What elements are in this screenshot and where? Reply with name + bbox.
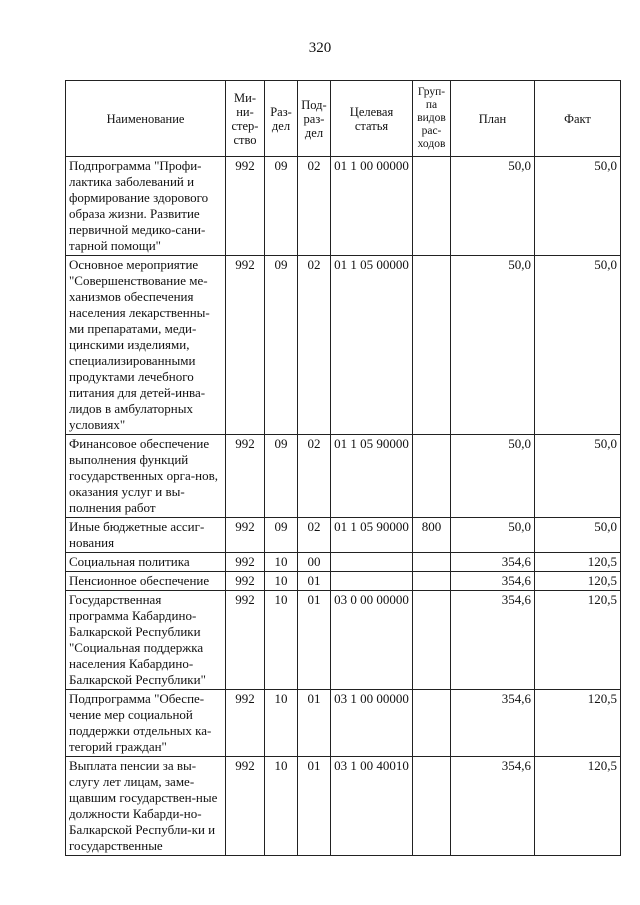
row-plan: 354,6	[451, 757, 535, 856]
row-section: 09	[265, 157, 298, 256]
row-name: Финансовое обеспечение выполнения функций государственных орга-нов, оказания услуг и вы-полнения работ	[66, 435, 226, 518]
row-plan: 354,6	[451, 591, 535, 690]
table-row	[66, 757, 621, 856]
row-name: Выплата пенсии за вы-слугу лет лицам, заме-щавшим государствен-ные должности Кабарди-но-Балкарской Республи-ки и государственные	[66, 757, 226, 856]
row-name: Подпрограмма "Профи-лактика заболеваний и формирование здорового образа жизни. Развитие первичной медико-сани-тарной помощи"	[66, 157, 226, 256]
row-plan: 354,6	[451, 690, 535, 757]
row-ministry: 992	[226, 518, 265, 553]
row-group	[413, 591, 451, 690]
row-group	[413, 157, 451, 256]
row-name: Социальная политика	[66, 553, 226, 572]
row-group: 800	[413, 518, 451, 553]
header-group: Груп- па видов рас- ходов	[413, 81, 451, 157]
table-header-row	[66, 81, 621, 157]
page-number: 320	[308, 40, 332, 56]
header-plan: План	[451, 81, 535, 157]
row-section: 09	[265, 435, 298, 518]
row-fact: 120,5	[535, 591, 621, 690]
row-ministry: 992	[226, 553, 265, 572]
budget-table	[65, 80, 621, 856]
row-ministry: 992	[226, 591, 265, 690]
row-name: Подпрограмма "Обеспе-чение мер социальной поддержки отдельных ка-тегорий граждан"	[66, 690, 226, 757]
header-ministry: Ми- ни- стер- ство	[226, 81, 265, 157]
row-target: 01 1 05 90000	[331, 518, 413, 553]
header-fact: Факт	[535, 81, 621, 157]
row-target: 01 1 05 00000	[331, 256, 413, 435]
row-plan: 50,0	[451, 518, 535, 553]
row-subsection: 02	[298, 435, 331, 518]
row-target: 03 0 00 00000	[331, 591, 413, 690]
row-group	[413, 553, 451, 572]
header-target: Целевая статья	[331, 81, 413, 157]
row-group	[413, 757, 451, 856]
row-subsection: 01	[298, 690, 331, 757]
table-row	[66, 435, 621, 518]
header-section: Раз- дел	[265, 81, 298, 157]
row-subsection: 00	[298, 553, 331, 572]
row-section: 09	[265, 256, 298, 435]
table-row	[66, 157, 621, 256]
table-row	[66, 690, 621, 757]
row-target: 03 1 00 40010	[331, 757, 413, 856]
header-subsection: Под- раз- дел	[298, 81, 331, 157]
row-subsection: 01	[298, 572, 331, 591]
row-target	[331, 572, 413, 591]
row-fact: 120,5	[535, 553, 621, 572]
row-ministry: 992	[226, 572, 265, 591]
row-name: Основное мероприятие "Совершенствование ме-ханизмов обеспечения населения лекарственны-ми препаратами, меди-цинскими изделиями, специализированными продуктами лечебного питания для детей-инва-лидов в амбулаторных условиях"	[66, 256, 226, 435]
row-fact: 50,0	[535, 518, 621, 553]
row-section: 10	[265, 553, 298, 572]
table-row	[66, 256, 621, 435]
row-fact: 120,5	[535, 690, 621, 757]
row-subsection: 02	[298, 157, 331, 256]
row-subsection: 02	[298, 256, 331, 435]
row-group	[413, 572, 451, 591]
row-target	[331, 553, 413, 572]
header-name: Наименование	[66, 81, 226, 157]
row-section: 10	[265, 591, 298, 690]
row-name: Пенсионное обеспечение	[66, 572, 226, 591]
table-row	[66, 553, 621, 572]
table-row	[66, 591, 621, 690]
row-target: 01 1 00 00000	[331, 157, 413, 256]
row-name: Государственная программа Кабардино-Балкарской Республики "Социальная поддержка населения Кабардино-Балкарской Республики"	[66, 591, 226, 690]
row-plan: 354,6	[451, 572, 535, 591]
table-row	[66, 518, 621, 553]
row-subsection: 01	[298, 757, 331, 856]
row-section: 10	[265, 690, 298, 757]
row-target: 03 1 00 00000	[331, 690, 413, 757]
row-subsection: 01	[298, 591, 331, 690]
row-ministry: 992	[226, 157, 265, 256]
row-group	[413, 256, 451, 435]
row-plan: 50,0	[451, 256, 535, 435]
row-fact: 50,0	[535, 256, 621, 435]
row-target: 01 1 05 90000	[331, 435, 413, 518]
row-section: 10	[265, 757, 298, 856]
row-group	[413, 435, 451, 518]
row-subsection: 02	[298, 518, 331, 553]
row-ministry: 992	[226, 690, 265, 757]
row-plan: 354,6	[451, 553, 535, 572]
row-fact: 50,0	[535, 435, 621, 518]
row-name: Иные бюджетные ассиг-нования	[66, 518, 226, 553]
row-group	[413, 690, 451, 757]
row-fact: 120,5	[535, 757, 621, 856]
row-ministry: 992	[226, 256, 265, 435]
table-row	[66, 572, 621, 591]
row-section: 10	[265, 572, 298, 591]
row-ministry: 992	[226, 435, 265, 518]
row-plan: 50,0	[451, 435, 535, 518]
row-fact: 50,0	[535, 157, 621, 256]
row-ministry: 992	[226, 757, 265, 856]
row-plan: 50,0	[451, 157, 535, 256]
row-section: 09	[265, 518, 298, 553]
row-fact: 120,5	[535, 572, 621, 591]
